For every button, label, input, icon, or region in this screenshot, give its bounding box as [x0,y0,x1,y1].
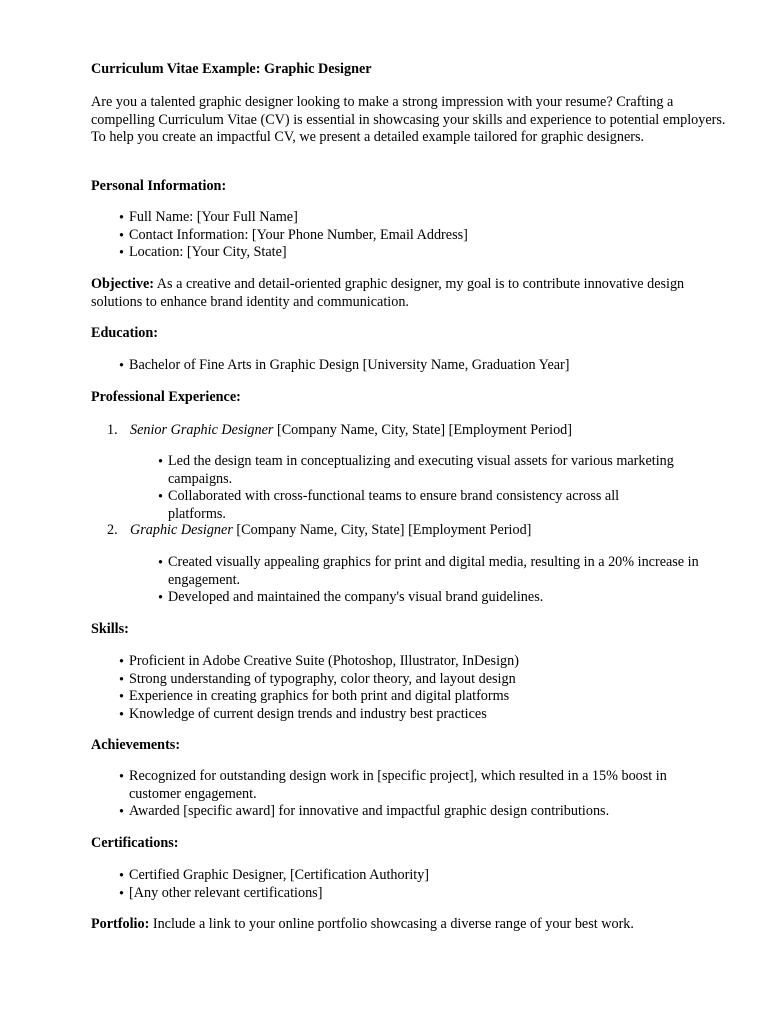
job-number: 1. [107,422,118,438]
list-item: • Knowledge of current design trends and industry best practices [121,706,721,724]
list-item: • Proficient in Adobe Creative Suite (Photoshop, Illustrator, InDesign) [121,653,721,671]
list-item: • Awarded [specific award] for innovative and impactful graphic design contributions. [121,803,711,821]
skills-heading: Skills: [91,621,129,637]
education-list [121,357,721,375]
list-item: • Developed and maintained the company's visual brand guidelines. [160,589,700,607]
job-role: Graphic Designer [130,522,233,538]
certifications-heading: Certifications: [91,835,179,851]
portfolio-label: Portfolio: [91,916,150,932]
objective-text: As a creative and detail-oriented graphic designer, my goal is to contribute innovative design solutions to enhance brand identity and communication. [91,276,685,310]
list-item: • [Any other relevant certifications] [121,885,721,903]
intro-paragraph: Are you a talented graphic designer looking to make a strong impression with your resume? Crafting a compelling Curriculum Vitae (CV) is essential in showcasing your skills and experience to potential employers. To help you create an impactful CV, we present a detailed example tailored for graphic designers. [91,94,726,145]
job-bullets [160,453,680,523]
document-title: Curriculum Vitae Example: Graphic Designer [91,61,372,77]
list-item: • Certified Graphic Designer, [Certification Authority] [121,867,721,885]
list-item: • Recognized for outstanding design work in [specific project], which resulted in a 15% boost in customer engagement. [121,768,711,803]
certifications-list [121,867,721,902]
list-item: • Strong understanding of typography, color theory, and layout design [121,671,721,689]
portfolio-paragraph [91,916,741,934]
list-item: • Collaborated with cross-functional teams to ensure brand consistency across all platforms. [160,488,680,523]
objective-label: Objective: [91,276,155,292]
list-item: • Experience in creating graphics for both print and digital platforms [121,688,721,706]
job-title-line [130,522,730,540]
experience-heading: Professional Experience: [91,389,241,405]
list-item: • Full Name: [Your Full Name] [121,209,721,227]
list-item: • Bachelor of Fine Arts in Graphic Design [University Name, Graduation Year] [121,357,721,375]
list-item: • Led the design team in conceptualizing and executing visual assets for various marketing campaigns. [160,453,680,488]
job-details: [Company Name, City, State] [Employment Period] [273,422,572,438]
job-title-line [130,422,730,440]
list-item: • Created visually appealing graphics for print and digital media, resulting in a 20% increase in engagement. [160,554,700,589]
job-details: [Company Name, City, State] [Employment Period] [232,522,532,538]
skills-list [121,653,721,723]
objective-paragraph [91,276,701,311]
achievements-list [121,768,711,821]
achievements-heading: Achievements: [91,737,181,753]
personal-info-heading: Personal Information: [91,178,227,194]
list-item: • Contact Information: [Your Phone Number, Email Address] [121,227,721,245]
list-item: • Location: [Your City, State] [121,244,721,262]
education-heading: Education: [91,325,159,341]
personal-info-list [121,209,721,262]
portfolio-text: Include a link to your online portfolio showcasing a diverse range of your best work. [149,916,634,932]
job-number: 2. [107,522,118,538]
job-bullets [160,554,700,607]
job-role: Senior Graphic Designer [130,422,274,438]
